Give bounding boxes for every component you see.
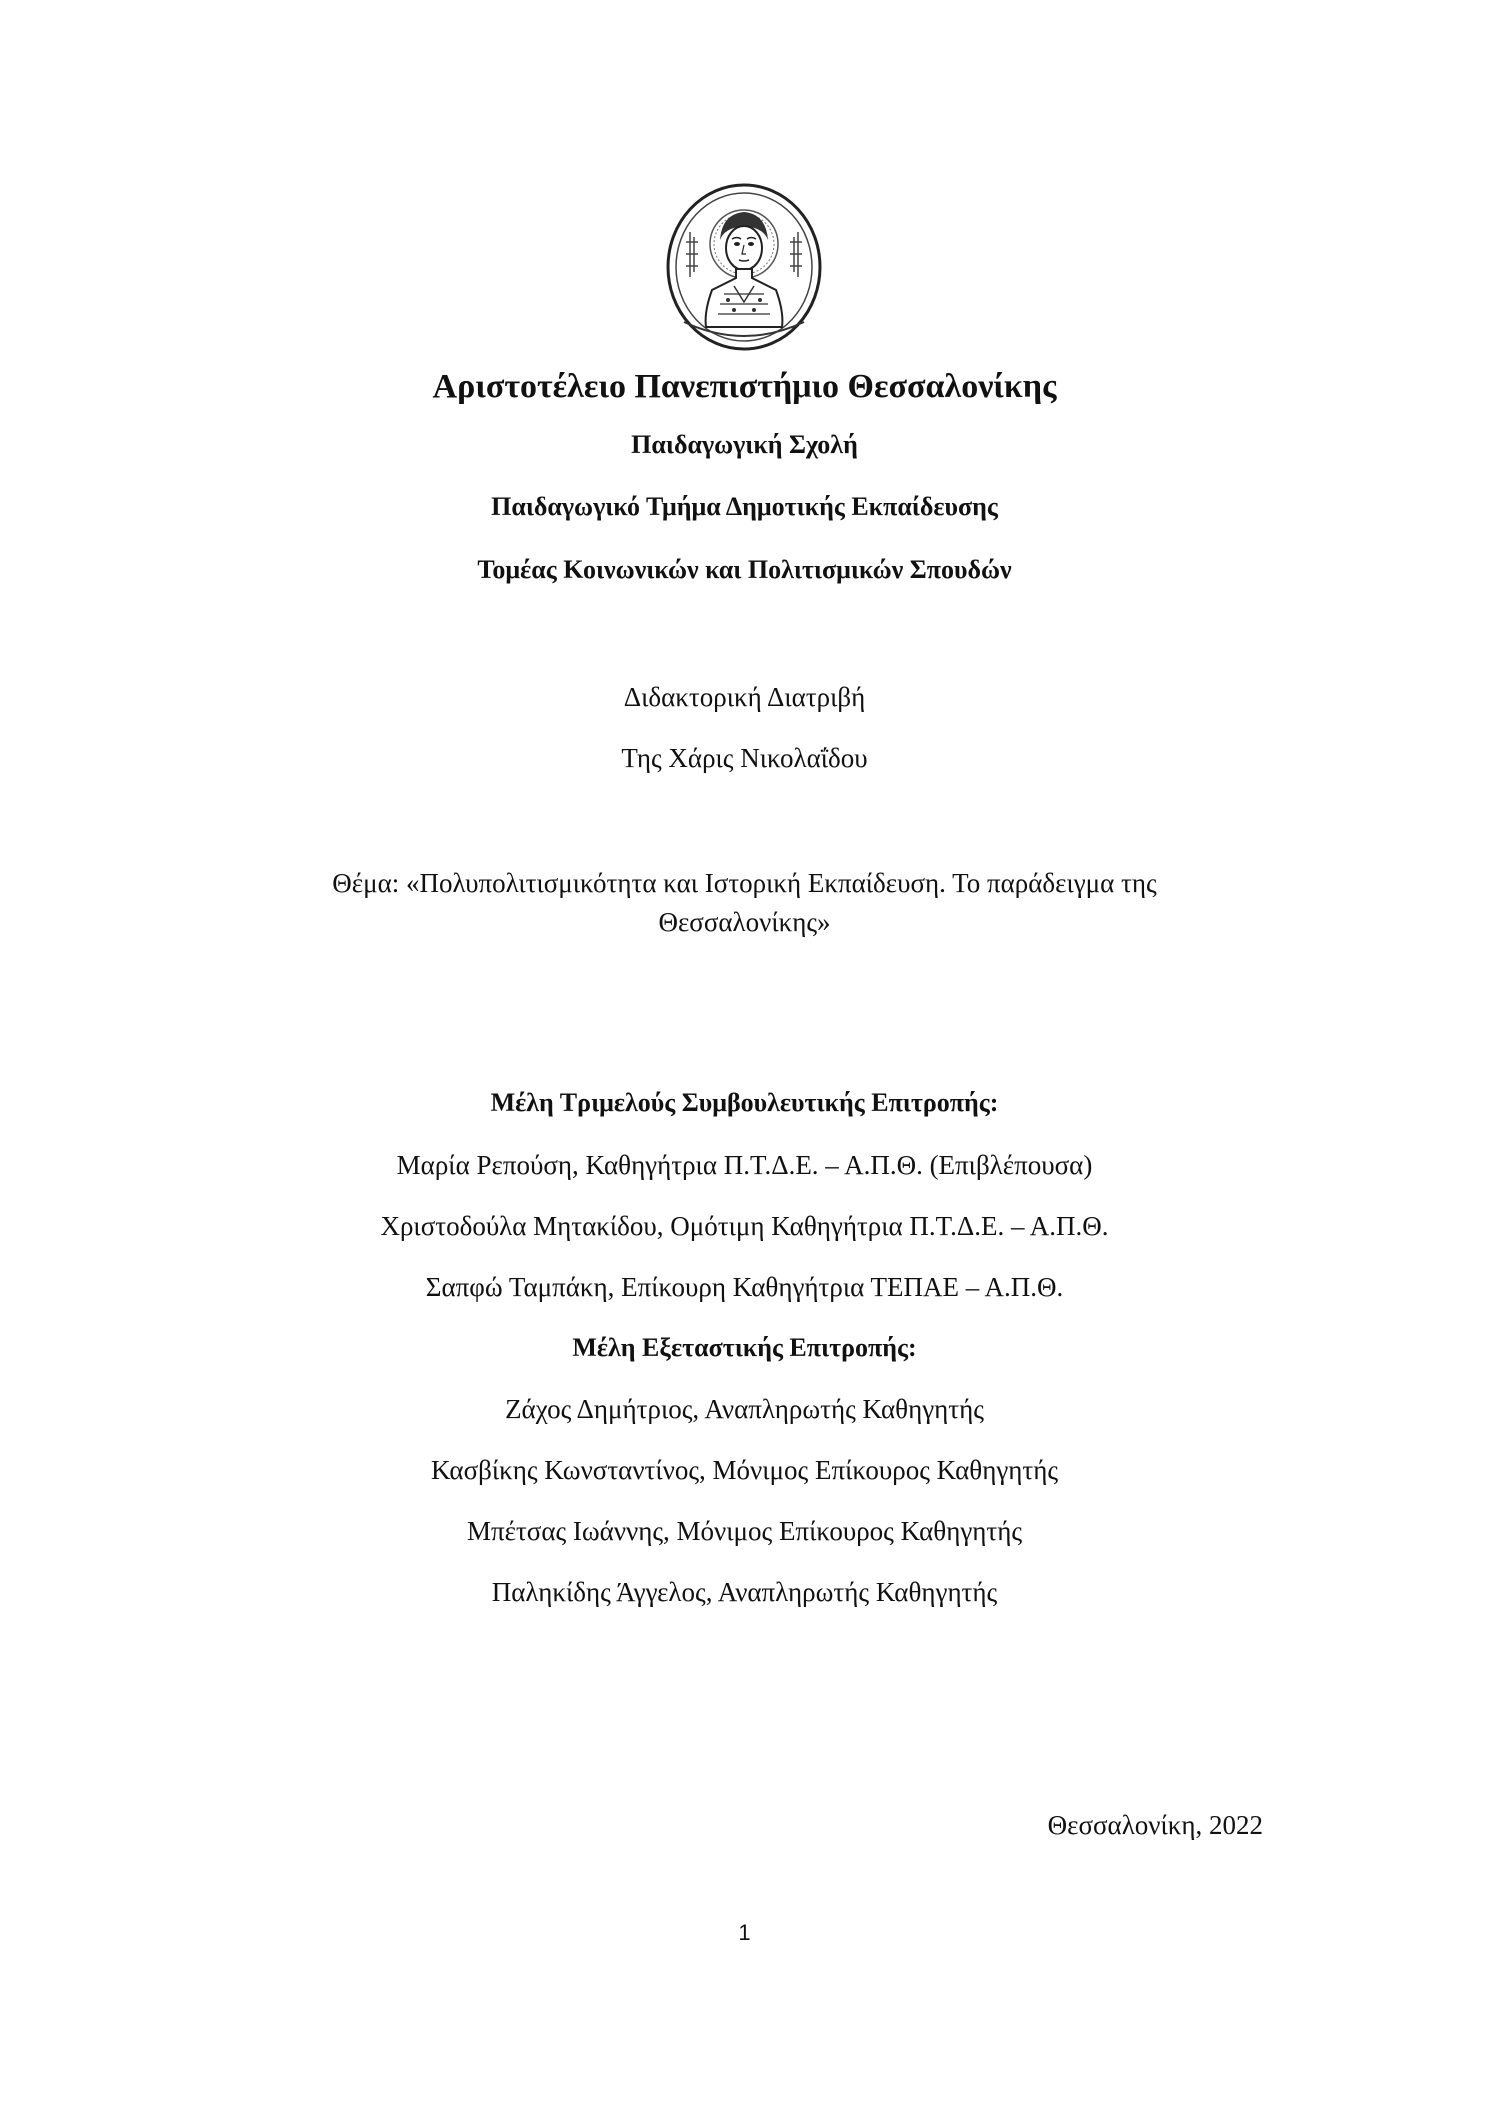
- university-title: Αριστοτέλειο Πανεπιστήμιο Θεσσαλονίκης: [432, 368, 1057, 405]
- thesis-topic-line-1: Θέμα: «Πολυπολιτισμικότητα και Ιστορική Εκπαίδευση. Το παράδειγμα της: [332, 868, 1157, 898]
- advisory-committee-heading: Μέλη Τριμελούς Συμβουλευτικής Επιτροπής:: [490, 1088, 999, 1117]
- examination-member: Κασβίκης Κωνσταντίνος, Μόνιμος Επίκουρος Καθηγητής: [430, 1455, 1059, 1485]
- examination-member: Μπέτσας Ιωάννης, Μόνιμος Επίκουρος Καθηγητής: [466, 1516, 1023, 1546]
- sector-name: Τομέας Κοινωνικών και Πολιτισμικών Σπουδών: [477, 555, 1012, 584]
- school-name: Παιδαγωγική Σχολή: [631, 430, 858, 459]
- examination-member: Ζάχος Δημήτριος, Αναπληρωτής Καθηγητής: [505, 1394, 984, 1424]
- thesis-type: Διδακτορική Διατριβή: [623, 682, 866, 712]
- thesis-topic-line-2: Θεσσαλονίκης»: [658, 907, 831, 937]
- page-number: 1: [738, 1920, 751, 1945]
- advisory-member: Σαπφώ Ταμπάκη, Επίκουρη Καθηγήτρια ΤΕΠΑΕ – Α.Π.Θ.: [425, 1272, 1064, 1302]
- place-date: Θεσσαλονίκη, 2022: [1047, 1810, 1263, 1840]
- examination-member: Παληκίδης Άγγελος, Αναπληρωτής Καθηγητής: [491, 1577, 998, 1607]
- advisory-member: Μαρία Ρεπούση, Καθηγήτρια Π.Τ.Δ.Ε. – Α.Π.Θ. (Επιβλέπουσα): [396, 1150, 1093, 1180]
- advisory-member: Χριστοδούλα Μητακίδου, Ομότιμη Καθηγήτρια Π.Τ.Δ.Ε. – Α.Π.Θ.: [380, 1211, 1109, 1241]
- thesis-author: Της Χάρις Νικολαΐδου: [621, 743, 868, 773]
- university-seal-icon: [664, 182, 824, 352]
- examination-committee-heading: Μέλη Εξεταστικής Επιτροπής:: [572, 1333, 917, 1362]
- department-name: Παιδαγωγικό Τμήμα Δημοτικής Εκπαίδευσης: [491, 492, 998, 521]
